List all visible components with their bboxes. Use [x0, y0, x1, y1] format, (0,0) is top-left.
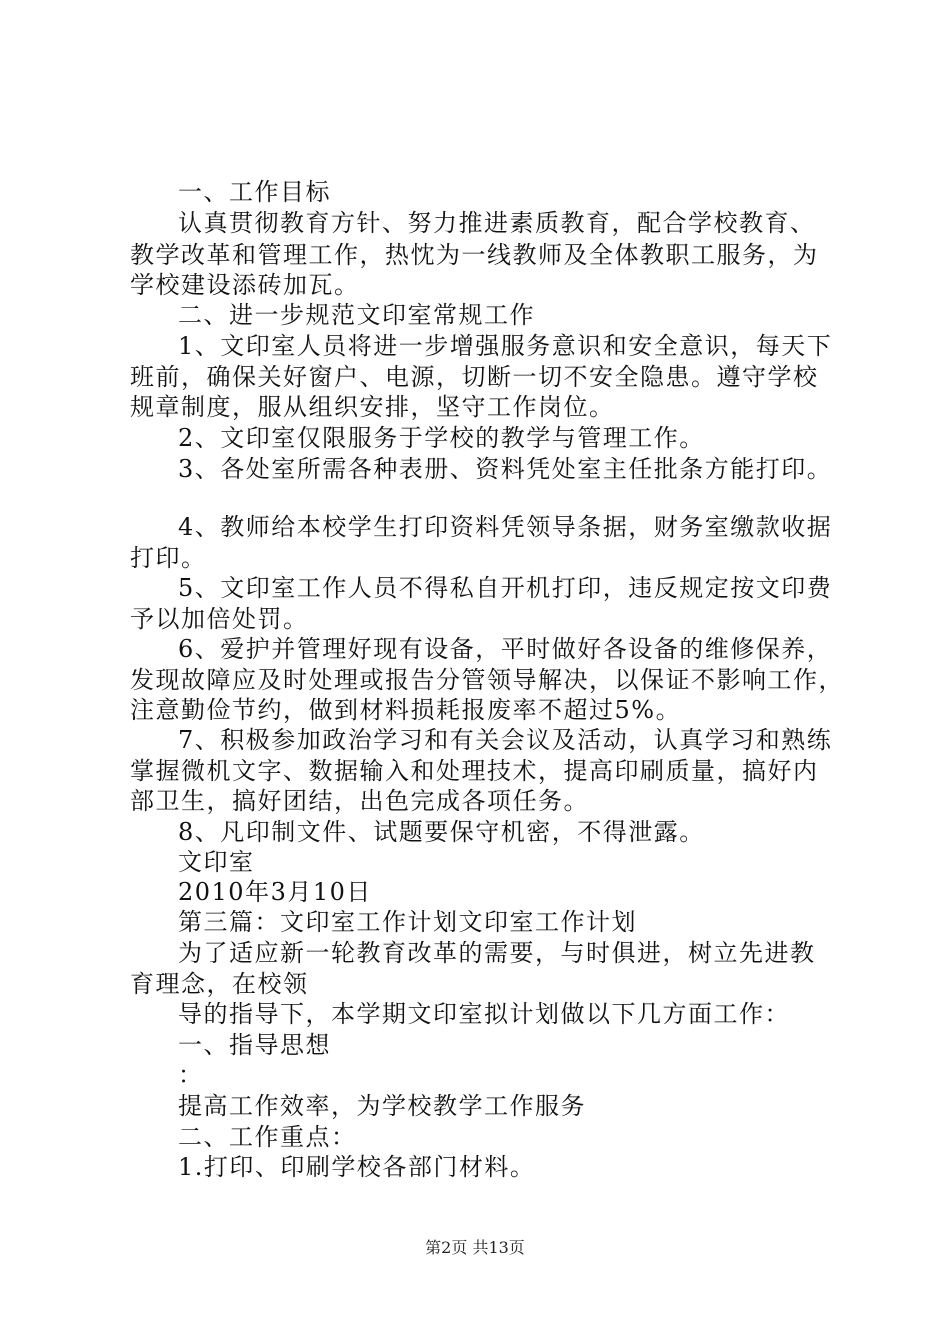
signature-date: 2010年3月10日: [178, 878, 372, 906]
signature-office: 文印室: [178, 848, 255, 876]
paragraph-line: 掌握微机文字、数据输入和处理技术，提高印刷质量，搞好内: [130, 757, 819, 785]
paragraph-line: 发现故障应及时处理或报告分管领导解决，以保证不影响工作，: [130, 666, 844, 694]
paragraph-line: 学校建设添砖加瓦。: [130, 271, 360, 299]
list-item-1: 1、文印室人员将进一步增强服务意识和安全意识，每天下: [178, 332, 833, 360]
list-item-7: 7、积极参加政治学习和有关会议及活动，认真学习和熟练: [178, 726, 833, 754]
list-item-3: 3、各处室所需各种表册、资料凭处室主任批条方能打印。: [178, 455, 833, 483]
paragraph-line: 教学改革和管理工作，热忱为一线教师及全体教职工服务，为: [130, 241, 819, 269]
paragraph-line: 提高工作效率，为学校教学工作服务: [178, 1092, 586, 1120]
list-item-2: 2、文印室仅限服务于学校的教学与管理工作。: [178, 424, 705, 452]
list-item-8: 8、凡印制文件、试题要保守机密，不得泄露。: [178, 818, 705, 846]
heading-work-focus: 二、工作重点：: [178, 1123, 357, 1151]
heading-guiding-ideas: 一、指导思想: [178, 1031, 331, 1059]
colon-line: ：: [178, 1061, 204, 1089]
paragraph-line: 注意勤俭节约，做到材料损耗报废率不超过5%。: [130, 696, 682, 724]
paragraph-line: 导的指导下，本学期文印室拟计划做以下几方面工作：: [178, 1000, 790, 1028]
page-footer: 第2页 共13页: [425, 1238, 525, 1257]
paragraph-line: 打印。: [130, 544, 207, 572]
paragraph-line: 为了适应新一轮教育改革的需要，与时俱进，树立先进教: [178, 939, 816, 967]
paragraph-line: 班前，确保关好窗户、电源，切断一切不安全隐患。遵守学校: [130, 363, 819, 391]
paragraph-line: 育理念，在校领: [130, 970, 309, 998]
paragraph-line: 认真贯彻教育方针、努力推进素质教育，配合学校教育、: [178, 209, 816, 237]
heading-work-goals: 一、工作目标: [178, 178, 331, 206]
list-item-focus-1: 1.打印、印刷学校各部门材料。: [178, 1153, 536, 1181]
list-item-5: 5、文印室工作人员不得私自开机打印，违反规定按文印费: [178, 574, 833, 602]
heading-routine-work: 二、进一步规范文印室常规工作: [178, 301, 535, 329]
list-item-6: 6、爱护并管理好现有设备，平时做好各设备的维修保养，: [178, 635, 833, 663]
paragraph-line: 予以加倍处罚。: [130, 605, 309, 633]
section-title: 第三篇：文印室工作计划文印室工作计划: [178, 908, 637, 936]
paragraph-line: 部卫生，搞好团结，出色完成各项任务。: [130, 787, 589, 815]
list-item-4: 4、教师给本校学生打印资料凭领导条据，财务室缴款收据: [178, 513, 833, 541]
paragraph-line: 规章制度，服从组织安排，坚守工作岗位。: [130, 393, 615, 421]
